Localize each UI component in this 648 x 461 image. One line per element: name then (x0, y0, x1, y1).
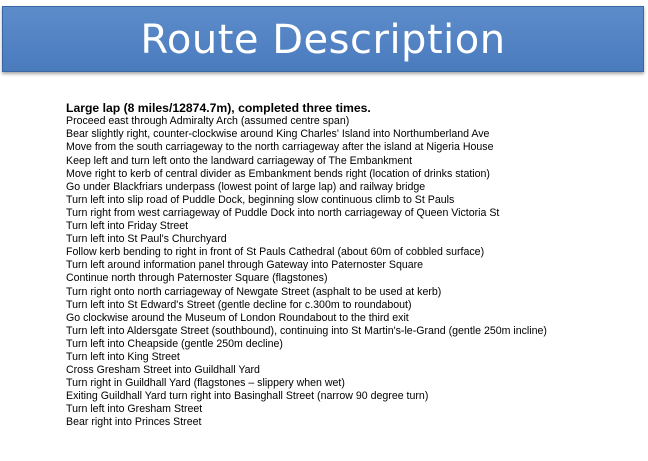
lap-heading: Large lap (8 miles/12874.7m), completed three times. (66, 101, 371, 115)
route-step: Proceed east through Admiralty Arch (assumed centre span) (66, 115, 350, 128)
route-step: Go under Blackfriars underpass (lowest point of large lap) and railway bridge (66, 180, 426, 193)
route-step: Keep left and turn left onto the landward carriageway of The Embankment (66, 154, 413, 167)
route-step: Bear slightly right, counter-clockwise around King Charles' Island into Northumberland Ave (66, 128, 490, 141)
route-step: Exiting Guildhall Yard turn right into Basinghall Street (narrow 90 degree turn) (66, 390, 429, 403)
route-step: Turn left into Cheapside (gentle 250m decline) (66, 337, 283, 350)
route-steps-list (66, 115, 636, 429)
route-step: Turn left into St Paul's Churchyard (66, 233, 227, 246)
route-step: Move right to kerb of central divider as Embankment bends right (location of drinks station) (66, 167, 490, 180)
route-content (66, 102, 636, 430)
route-step: Turn left into St Edward's Street (gentle decline for c.300m to roundabout) (66, 298, 412, 311)
slide-title: Route Description (140, 17, 506, 63)
route-step: Continue north through Paternoster Square (flagstones) (66, 272, 328, 285)
route-step: Turn right onto north carriageway of Newgate Street (asphalt to be used at kerb) (66, 285, 442, 298)
route-step: Turn left into King Street (66, 350, 180, 363)
route-step: Turn left into Gresham Street (66, 403, 203, 416)
route-step: Move from the south carriageway to the north carriageway after the island at Nigeria House (66, 141, 494, 154)
route-step: Follow kerb bending to right in front of St Pauls Cathedral (about 60m of cobbled surface) (66, 246, 485, 259)
route-step: Bear right into Princes Street (66, 416, 202, 429)
route-step: Turn right in Guildhall Yard (flagstones – slippery when wet) (66, 377, 345, 390)
route-step: Go clockwise around the Museum of London Roundabout to the third exit (66, 311, 409, 324)
route-step: Turn right from west carriageway of Puddle Dock into north carriageway of Queen Victoria St (66, 206, 500, 219)
route-step: Turn left into Friday Street (66, 220, 189, 233)
route-step: Cross Gresham Street into Guildhall Yard (66, 364, 260, 377)
route-step: Turn left around information panel through Gateway into Paternoster Square (66, 259, 424, 272)
title-banner (2, 6, 644, 72)
route-step: Turn left into Aldersgate Street (southbound), continuing into St Martin's-le-Grand (gentle 250m incline) (66, 324, 547, 337)
route-step: Turn left into slip road of Puddle Dock, beginning slow continuous climb to St Pauls (66, 193, 455, 206)
